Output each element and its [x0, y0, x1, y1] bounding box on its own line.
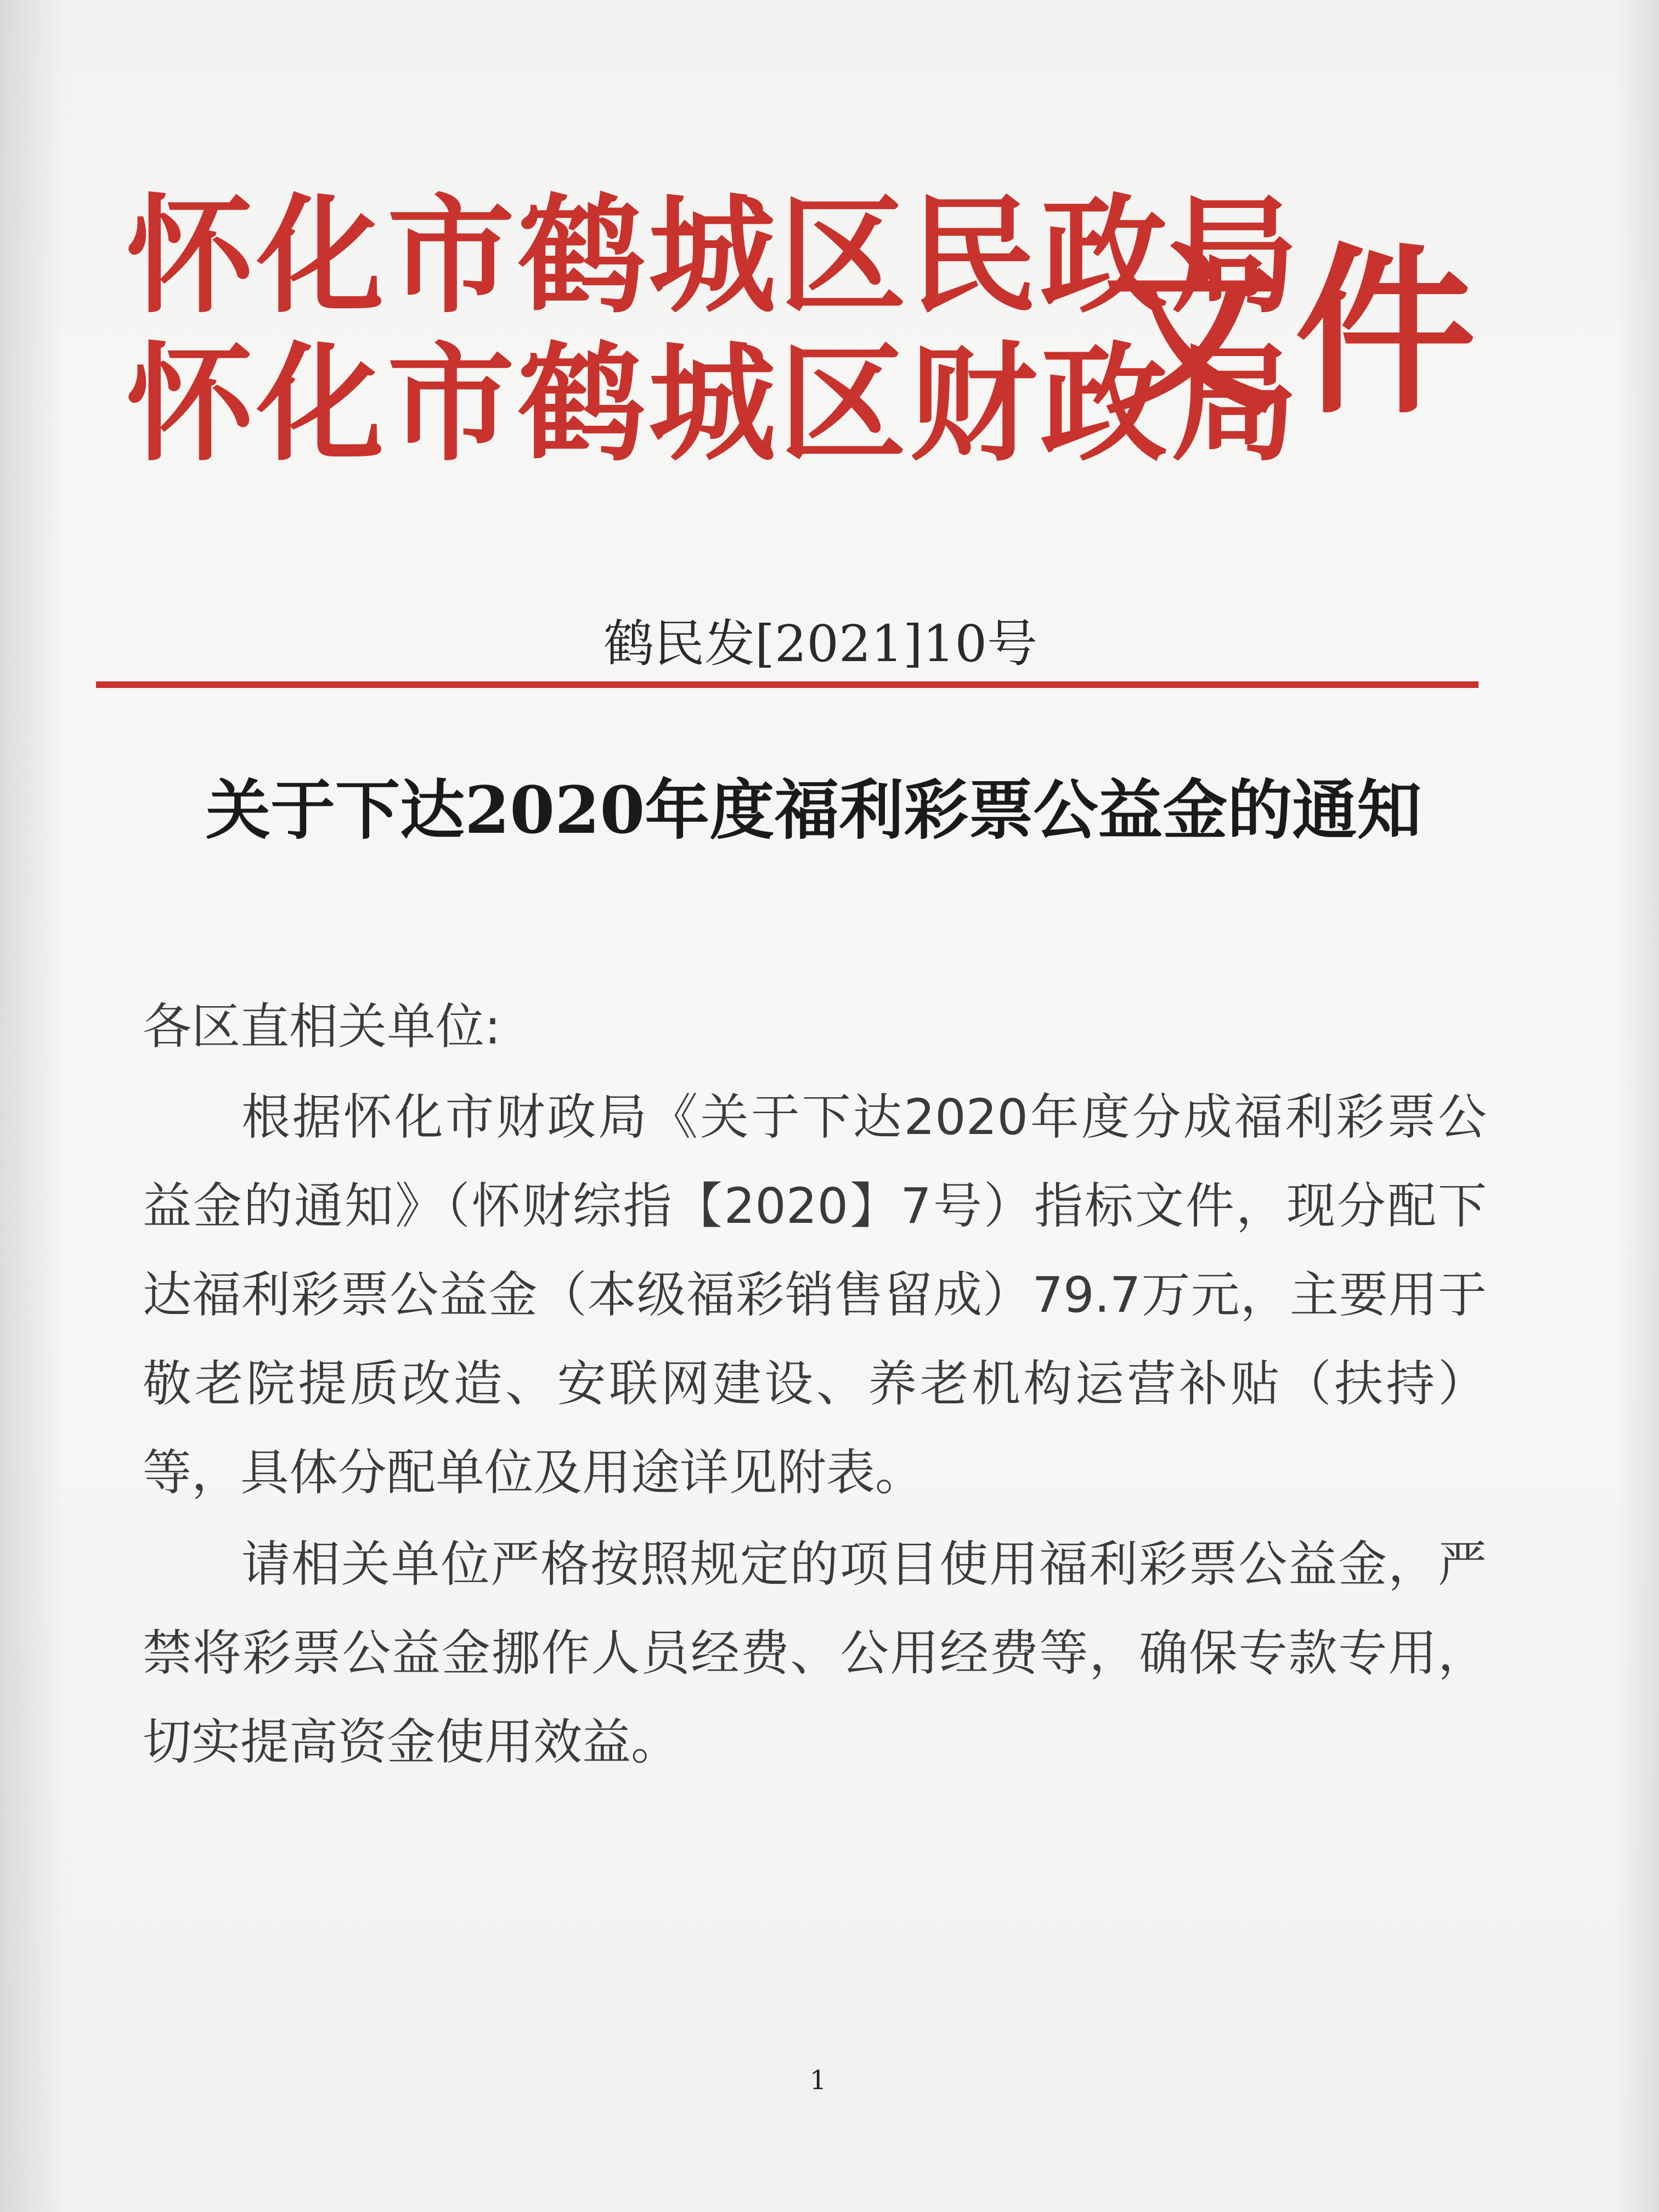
paper-shadow-right: [1615, 0, 1659, 2212]
red-divider-line: [96, 681, 1479, 688]
document-number: 鹤民发[2021]10号: [603, 614, 1037, 673]
salutation: 各区直相关单位:: [143, 998, 501, 1055]
paper-shadow-left: [0, 0, 66, 2212]
document-header: [126, 176, 1487, 516]
page-number: 1: [810, 2065, 827, 2096]
body-paragraph-2: 请相关单位严格按照规定的项目使用福利彩票公益金，严禁将彩票公益金挪作人员经费、公用经费等，确保专款专用，切实提高资金使用效益。: [143, 1536, 1487, 1770]
notice-title: 关于下达2020年度福利彩票公益金的通知: [206, 772, 1422, 848]
document-label: 文件: [1103, 225, 1487, 438]
issuer-finance-bureau: 怀化市鹤城区财政局: [126, 329, 1302, 478]
body-paragraph-1: 根据怀化市财政局《关于下达2020年度分成福利彩票公益金的通知》（怀财综指【2020】7号）指标文件，现分配下达福利彩票公益金（本级福彩销售留成）79.7万元，主要用于敬老院提质改造、安联网建设、养老机构运营补贴（扶持）等，具体分配单位及用途详见附表。: [143, 1088, 1487, 1501]
issuer-civil-affairs-bureau: 怀化市鹤城区民政局: [126, 180, 1302, 330]
